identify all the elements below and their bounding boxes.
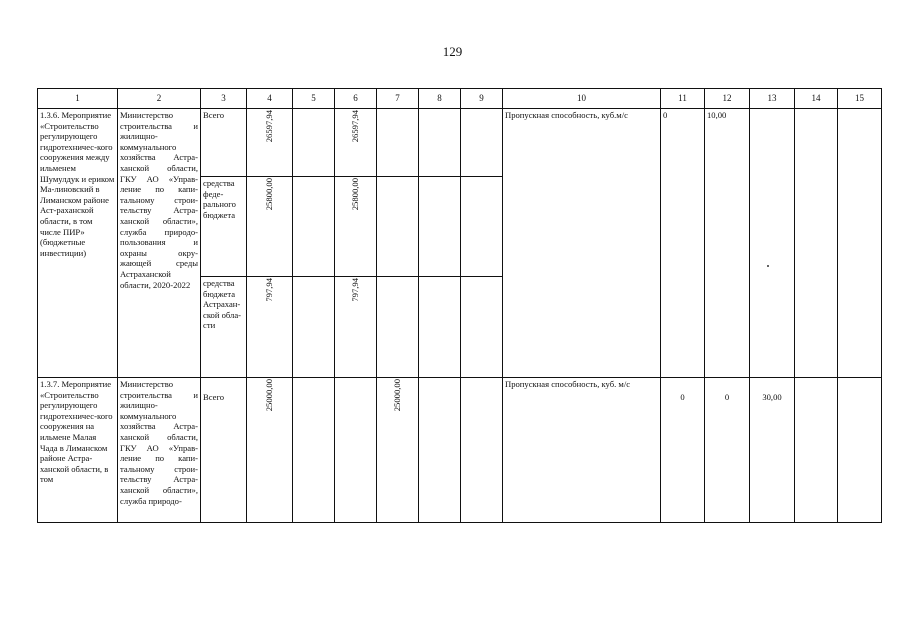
table-row bbox=[38, 378, 882, 523]
amount-col5 bbox=[293, 378, 335, 523]
amount-col9 bbox=[461, 378, 503, 523]
amount-total: 25000,00 bbox=[264, 379, 275, 412]
indicator-name: Пропускная способность, куб.м/с bbox=[503, 109, 661, 378]
scan-speck bbox=[767, 265, 769, 267]
amount-col4 bbox=[247, 378, 293, 523]
funding-source: Всего bbox=[201, 378, 247, 523]
header-row bbox=[38, 89, 882, 109]
executor: Министерство строительства и жилищно-коммунального хозяйства Астра-ханской области, ГКУ АО «Управ-ление по капи-тальному строи-тельству Астра-ханской области», служба природо-пользования и охраны окру-жающей среды Астраханской области, 2020-2022 bbox=[118, 109, 201, 378]
header-cell: 13 bbox=[750, 89, 795, 109]
amount-2020: 25800,00 bbox=[350, 178, 361, 211]
amount-col8 bbox=[419, 277, 461, 378]
amount-2020: 26597,94 bbox=[350, 110, 361, 143]
indicator-col14 bbox=[795, 378, 838, 523]
header-cell: 15 bbox=[838, 89, 882, 109]
amount-col4 bbox=[247, 109, 293, 177]
header-cell: 14 bbox=[795, 89, 838, 109]
amount-col8 bbox=[419, 378, 461, 523]
table-row bbox=[38, 109, 882, 177]
header-cell: 12 bbox=[705, 89, 750, 109]
amount-col6 bbox=[335, 378, 377, 523]
header-cell: 10 bbox=[503, 89, 661, 109]
executor: Министерство строительства и жилищно-коммунального хозяйства Астра-ханской области, ГКУ АО «Управ-ление по капи-тальному строи-тельству Астра-ханской области», служба природо- bbox=[118, 378, 201, 523]
funding-source: средства феде-рального бюджета bbox=[201, 177, 247, 277]
indicator-col11: 0 bbox=[661, 109, 705, 378]
amount-2020: 797,94 bbox=[350, 278, 361, 302]
amount-col5 bbox=[293, 109, 335, 177]
header-cell: 11 bbox=[661, 89, 705, 109]
measure-name: 1.3.7. Мероприятие «Строительство регулирующего гидротехничес-кого сооружения на ильмене Малая Чада в Лиманском районе Астра-ханской области, в том bbox=[38, 378, 118, 523]
header-cell: 8 bbox=[419, 89, 461, 109]
header-cell: 9 bbox=[461, 89, 503, 109]
header-cell: 2 bbox=[118, 89, 201, 109]
amount-col9 bbox=[461, 109, 503, 177]
amount-col6 bbox=[335, 277, 377, 378]
amount-col9 bbox=[461, 277, 503, 378]
funding-source: средства бюджета Астрахан-ской обла-сти bbox=[201, 277, 247, 378]
funding-source: Всего bbox=[201, 109, 247, 177]
amount-col4 bbox=[247, 277, 293, 378]
amount-total: 797,94 bbox=[264, 278, 275, 302]
program-table bbox=[37, 88, 882, 523]
header-cell: 6 bbox=[335, 89, 377, 109]
amount-col6 bbox=[335, 177, 377, 277]
amount-2021: 25000,00 bbox=[392, 379, 403, 412]
header-cell: 3 bbox=[201, 89, 247, 109]
measure-name: 1.3.6. Мероприятие «Строительство регулирующего гидротехничес-кого сооружения между ильменем Шумулдук и ериком Ма-линовский в Лиманском районе Аст-раханской области, в том числе ПИР» (бюджетные инвестиции) bbox=[38, 109, 118, 378]
amount-col5 bbox=[293, 277, 335, 378]
amount-col7 bbox=[377, 277, 419, 378]
amount-total: 25800,00 bbox=[264, 178, 275, 211]
indicator-col11: 0 bbox=[661, 378, 705, 523]
indicator-col15 bbox=[838, 109, 882, 378]
header-cell: 7 bbox=[377, 89, 419, 109]
amount-col8 bbox=[419, 109, 461, 177]
indicator-col13 bbox=[750, 109, 795, 378]
page-number: 129 bbox=[442, 44, 463, 59]
amount-col6 bbox=[335, 109, 377, 177]
indicator-name: Пропускная способность, куб. м/с bbox=[503, 378, 661, 523]
indicator-col12: 10,00 bbox=[705, 109, 750, 378]
amount-col4 bbox=[247, 177, 293, 277]
header-cell: 1 bbox=[38, 89, 118, 109]
header-cell: 5 bbox=[293, 89, 335, 109]
header-cell: 4 bbox=[247, 89, 293, 109]
amount-col5 bbox=[293, 177, 335, 277]
amount-col9 bbox=[461, 177, 503, 277]
indicator-col12: 0 bbox=[705, 378, 750, 523]
indicator-col14 bbox=[795, 109, 838, 378]
amount-col7 bbox=[377, 378, 419, 523]
amount-col7 bbox=[377, 177, 419, 277]
amount-total: 26597,94 bbox=[264, 110, 275, 143]
indicator-col15 bbox=[838, 378, 882, 523]
indicator-col13: 30,00 bbox=[750, 378, 795, 523]
amount-col7 bbox=[377, 109, 419, 177]
amount-col8 bbox=[419, 177, 461, 277]
